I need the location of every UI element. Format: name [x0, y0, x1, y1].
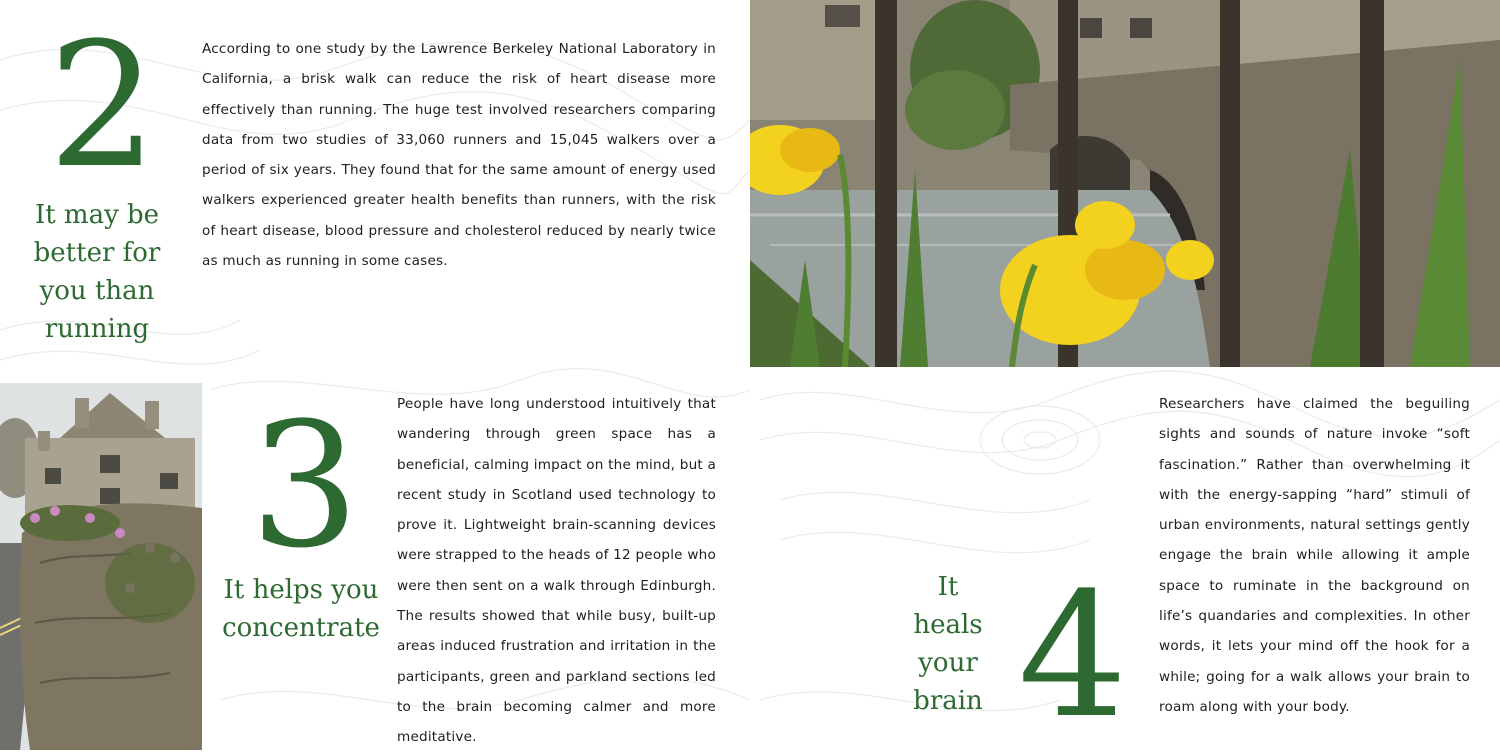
- section-body-3: People have long understood intuitively that wandering through green space has a beneficial, calming impact on the mind, but a recent study in Scotland used technology to prove it. Lightweight brain-scanning devices were strapped to the heads of 12 people who were then sent on a walk through Edinburgh. The results showed that while busy, built-up areas induced frustration and irritation in the participants, green and parkland sections led to the brain becoming calmer and more meditative.: [397, 396, 716, 746]
- photo-cottage-wall: [0, 383, 202, 750]
- section-body-2: According to one study by the Lawrence Berkeley National Laboratory in California, a brisk walk can reduce the risk of heart disease more effectively than running. The huge test involved researchers comparing data from two studies of 33,060 runners and 15,045 walkers over a period of six years. They found that for the same amount of energy used walkers experienced greater health benefits than runners, with the risk of heart disease, blood pressure and cholesterol reduced by nearly twice as much as running in some cases.: [202, 41, 716, 270]
- photo-daffodils-bridge: [750, 0, 1500, 367]
- section-number-4: 4: [1018, 555, 1122, 756]
- section-heading-3: It helps you concentrate: [222, 575, 380, 643]
- section-number-3: 3: [250, 385, 354, 586]
- section-number-2: 2: [48, 5, 152, 206]
- section-heading-4: It heals your brain: [913, 572, 983, 716]
- section-body-4: Researchers have claimed the beguiling sights and sounds of nature invoke “soft fascination.” Rather than overwhelming it with the energy-sapping “hard” stimuli of urban environments, natural settings gently engage the brain while allowing it ample space to ruminate in the background on life’s quandaries and complexities. In other words, it lets your mind off the hook for a while; going for a walk allows your brain to roam along with your body.: [1159, 396, 1470, 715]
- section-heading-2: It may be better for you than running: [33, 200, 161, 344]
